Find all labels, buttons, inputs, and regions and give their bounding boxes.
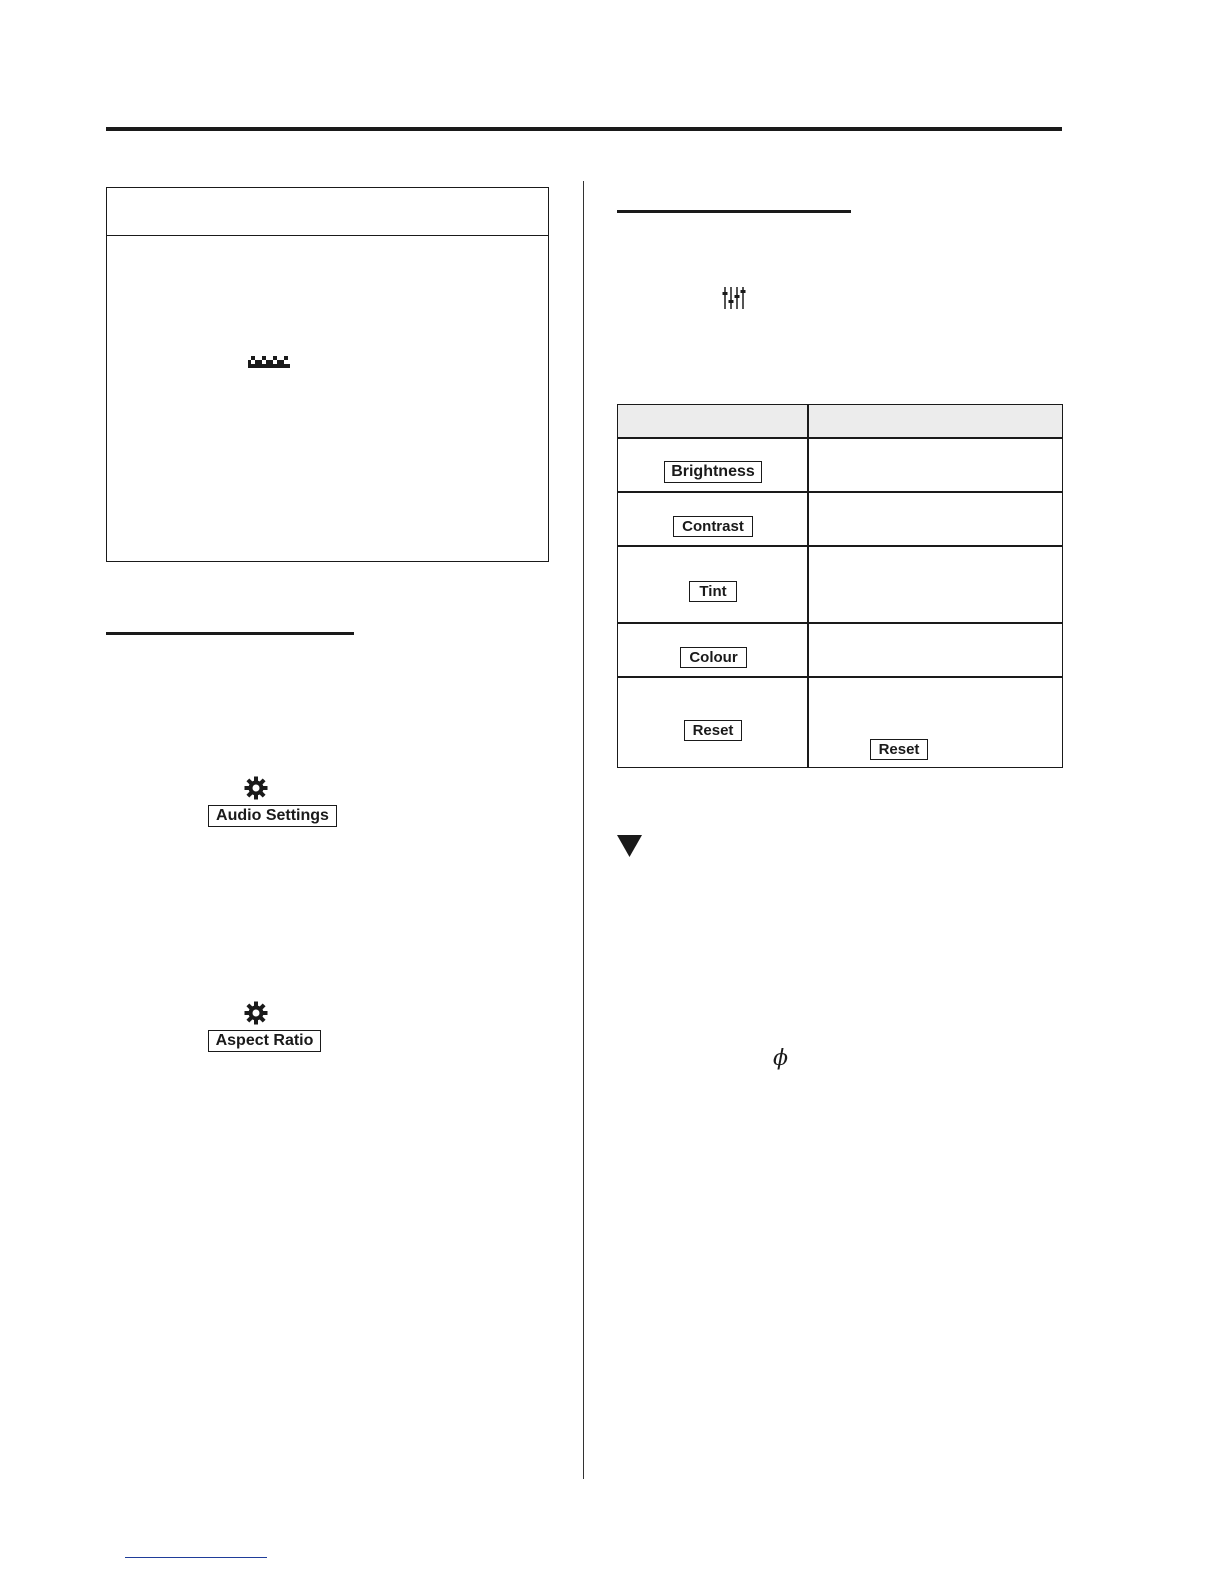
picture-settings-table bbox=[617, 404, 1063, 768]
reset-button-label: Reset bbox=[870, 739, 928, 760]
section-heading-rule bbox=[106, 632, 354, 635]
note-box-header-rule bbox=[107, 235, 548, 236]
gear-icon bbox=[244, 776, 268, 800]
note-box bbox=[106, 187, 549, 562]
checker-flag-icon bbox=[248, 356, 290, 368]
colour-label: Colour bbox=[680, 647, 747, 668]
equalizer-icon bbox=[722, 286, 746, 310]
top-rule bbox=[106, 127, 1062, 131]
section-heading-rule bbox=[617, 210, 851, 213]
gear-icon bbox=[244, 1001, 268, 1025]
table-row-divider bbox=[618, 545, 1062, 547]
audio-settings-label: Audio Settings bbox=[208, 805, 337, 827]
table-row-divider bbox=[618, 676, 1062, 678]
table-column-divider bbox=[807, 405, 809, 767]
contrast-label: Contrast bbox=[673, 516, 753, 537]
reset-label: Reset bbox=[684, 720, 742, 741]
tint-label: Tint bbox=[689, 581, 737, 602]
aspect-ratio-label: Aspect Ratio bbox=[208, 1030, 321, 1052]
triangle-down-icon bbox=[617, 835, 642, 857]
table-row-divider bbox=[618, 491, 1062, 493]
table-row-divider bbox=[618, 622, 1062, 624]
bottom-link-underline[interactable] bbox=[125, 1557, 267, 1558]
table-header bbox=[618, 405, 1062, 439]
column-divider bbox=[583, 181, 584, 1479]
brightness-label: Brightness bbox=[664, 461, 762, 483]
phi-symbol: ϕ bbox=[773, 1046, 788, 1071]
